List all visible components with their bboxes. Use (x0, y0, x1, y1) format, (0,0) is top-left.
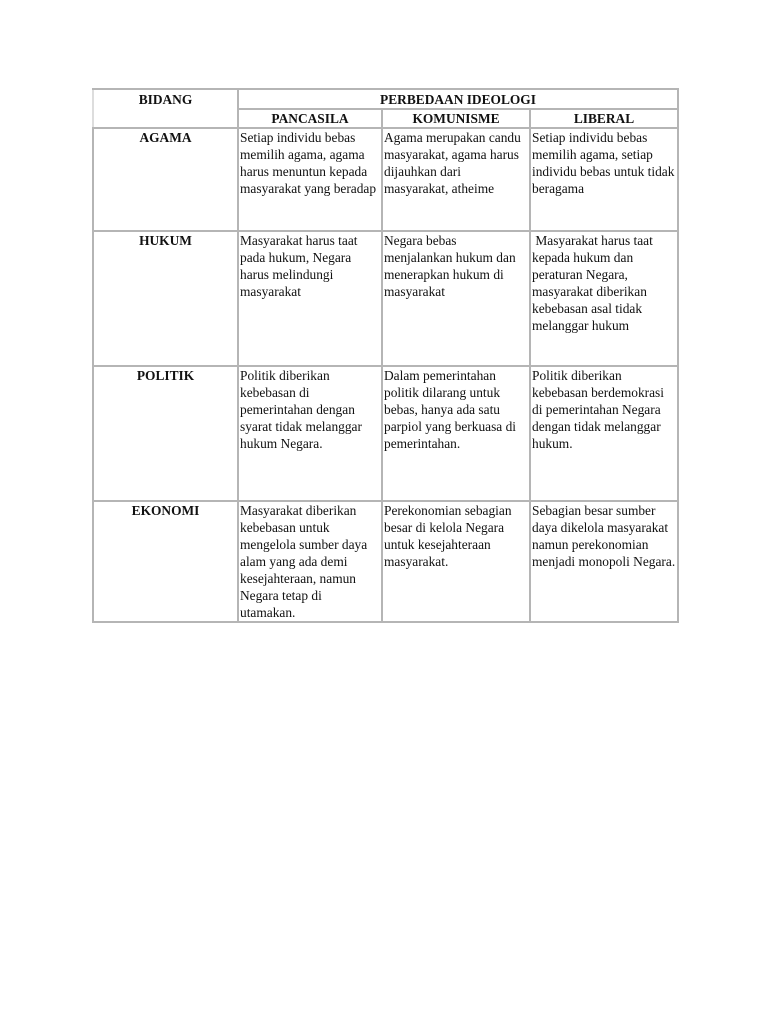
table-row-hukum (93, 231, 678, 366)
cell-politik-liberal: Politik diberikan kebebasan berdemokrasi di pemerintahan Negara dengan tidak melanggar hukum. (530, 366, 678, 501)
cell-hukum-liberal: Masyarakat harus taat kepada hukum dan peraturan Negara, masyarakat diberikan kebebasan asal tidak melanggar hukum (530, 231, 678, 366)
cell-agama-komunisme: Agama merupakan candu masyarakat, agama harus dijauhkan dari masyarakat, atheime (382, 128, 530, 231)
table-row-ekonomi (93, 501, 678, 622)
ideology-comparison-table (92, 88, 679, 623)
table-row-agama (93, 128, 678, 231)
cell-hukum-pancasila: Masyarakat harus taat pada hukum, Negara harus melindungi masyarakat (238, 231, 382, 366)
row-label-ekonomi: EKONOMI (93, 501, 238, 622)
cell-politik-pancasila: Politik diberikan kebebasan di pemerintahan dengan syarat tidak melanggar hukum Negara. (238, 366, 382, 501)
cell-agama-liberal: Setiap individu bebas memilih agama, setiap individu bebas untuk tidak beragama (530, 128, 678, 231)
cell-ekonomi-pancasila: Masyarakat diberikan kebebasan untuk mengelola sumber daya alam yang ada demi kesejahteraan, namun Negara tetap di utamakan. (238, 501, 382, 622)
row-label-politik: POLITIK (93, 366, 238, 501)
cell-ekonomi-liberal: Sebagian besar sumber daya dikelola masyarakat namun perekonomian menjadi monopoli Negara. (530, 501, 678, 622)
cell-politik-komunisme: Dalam pemerintahan politik dilarang untuk bebas, hanya ada satu parpiol yang berkuasa di pemerintahan. (382, 366, 530, 501)
header-pancasila: PANCASILA (238, 109, 382, 128)
header-row-group (93, 89, 678, 109)
cell-hukum-komunisme: Negara bebas menjalankan hukum dan menerapkan hukum di masyarakat (382, 231, 530, 366)
row-label-agama: AGAMA (93, 128, 238, 231)
header-liberal: LIBERAL (530, 109, 678, 128)
cell-ekonomi-komunisme: Perekonomian sebagian besar di kelola Negara untuk kesejahteraan masyarakat. (382, 501, 530, 622)
row-label-hukum: HUKUM (93, 231, 238, 366)
header-perbedaan-ideologi: PERBEDAAN IDEOLOGI (238, 89, 678, 109)
table-row-politik (93, 366, 678, 501)
header-komunisme: KOMUNISME (382, 109, 530, 128)
cell-agama-pancasila: Setiap individu bebas memilih agama, agama harus menuntun kepada masyarakat yang beradap (238, 128, 382, 231)
header-bidang: BIDANG (93, 89, 238, 128)
